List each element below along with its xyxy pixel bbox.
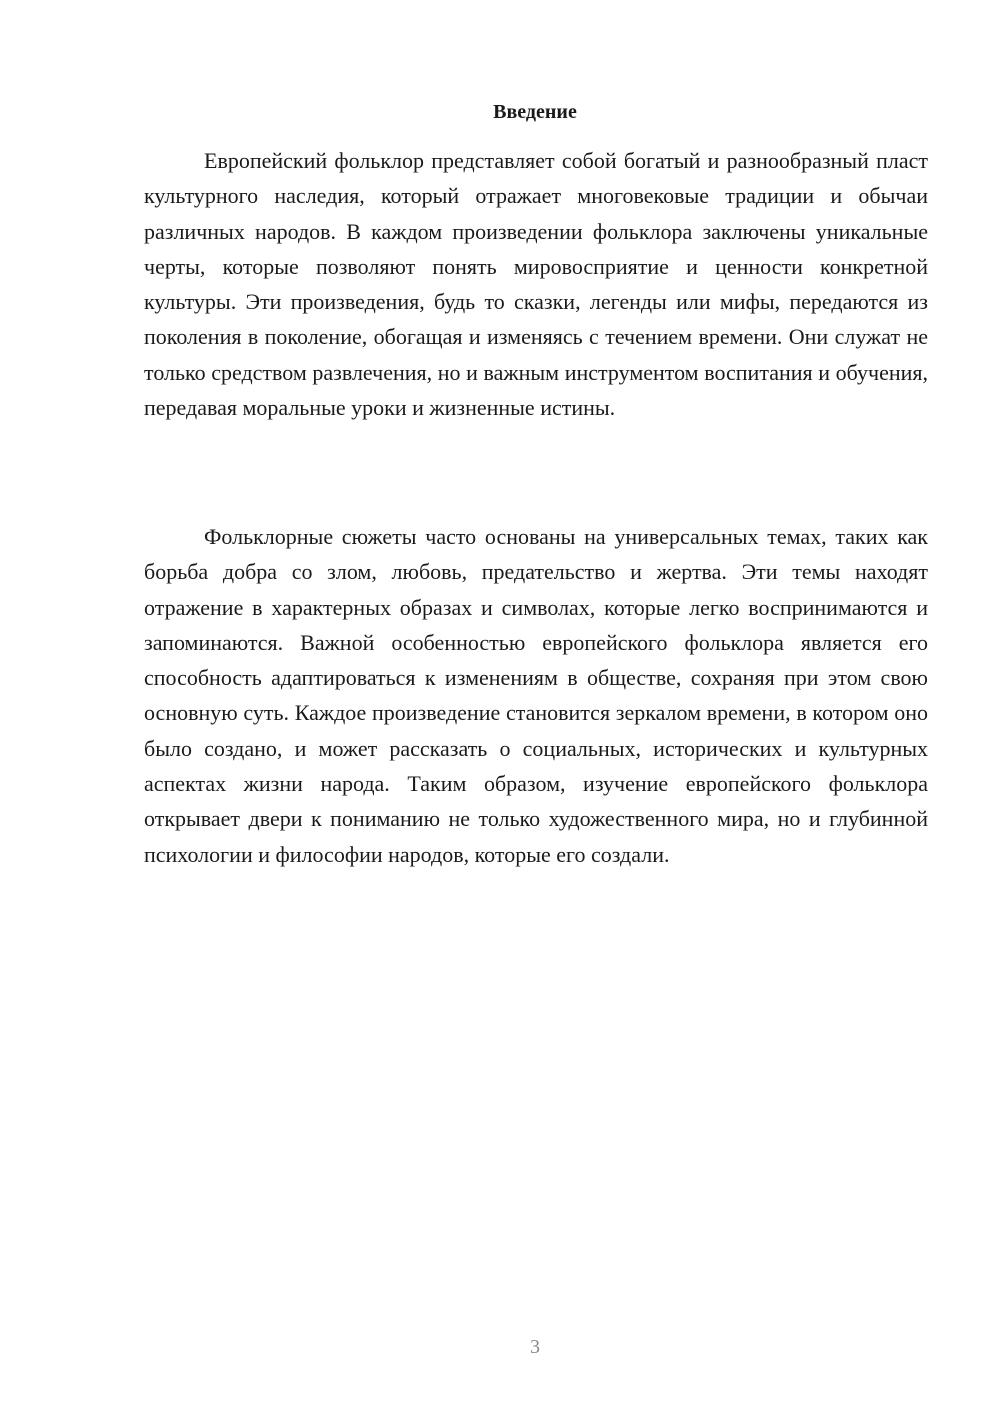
page-number: 3 (530, 1336, 540, 1358)
paragraph-1: Европейский фольклор представляет собой богатый и разнообразный пласт культурного наследия, который отражает многовековые традиции и обычаи различных народов. В каждом произведении фольклора заключены уникальные черты, которые позволяют понять мировосприятие и ценности конкретной культуры. Эти произведения, будь то сказки, легенды или мифы, передаются из поколения в поколение, обогащая и изменяясь с течением времени. Они служат не только средством развлечения, но и важным инструментом воспитания и обучения, передавая моральные уроки и жизненные истины. (144, 148, 928, 421)
section-heading: Введение (493, 101, 577, 123)
paragraph-2: Фольклорные сюжеты часто основаны на универсальных темах, таких как борьба добра со злом, любовь, предательство и жертва. Эти темы находят отражение в характерных образах и символах, которые легко воспринимаются и запоминаются. Важной особенностью европейского фольклора является его способность адаптироваться к изменениям в обществе, сохраняя при этом свою основную суть. Каждое произведение становится зеркалом времени, в котором оно было создано, и может рассказать о социальных, исторических и культурных аспектах жизни народа. Таким образом, изучение европейского фольклора открывает двери к пониманию не только художественного мира, но и глубинной психологии и философии народов, которые его создали. (144, 524, 928, 867)
